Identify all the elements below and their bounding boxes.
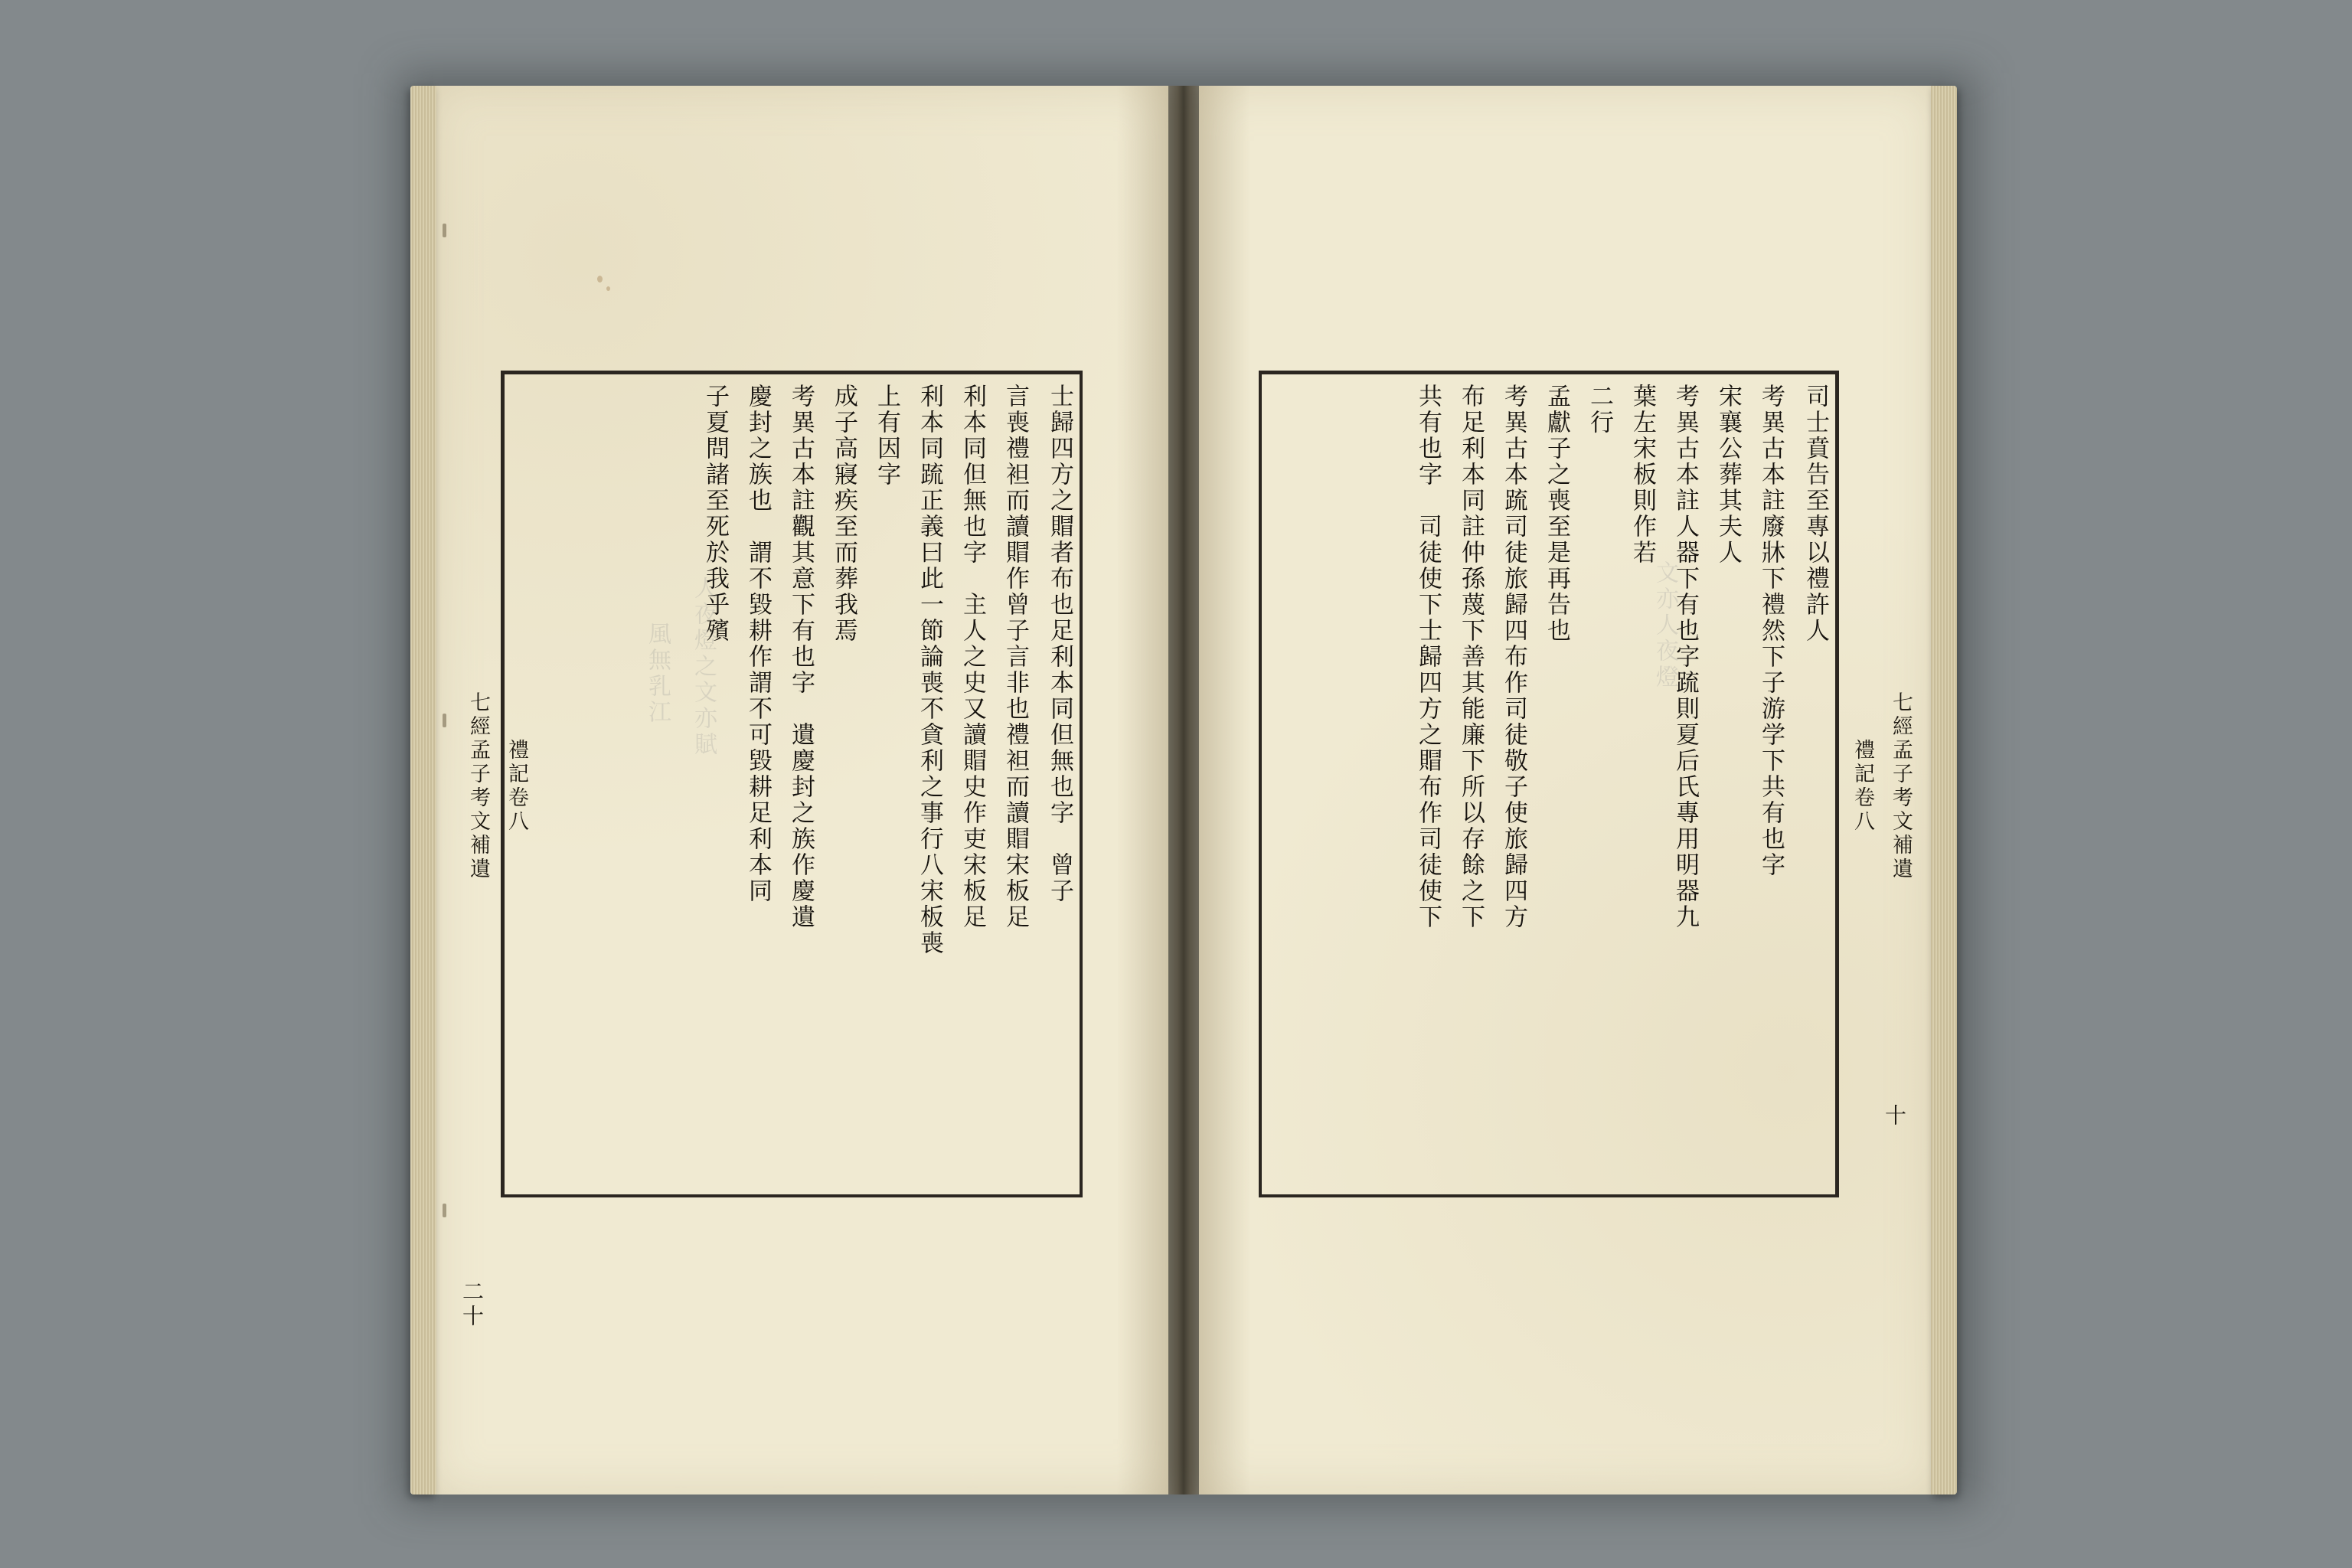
text-column: 利本同但無也字 主人之史又讀賵史作吏宋板足 bbox=[959, 384, 986, 930]
text-column: 布足利本同註仲孫蔑下善其能廉下所以存餘之下 bbox=[1457, 384, 1485, 930]
right-columns bbox=[1262, 374, 1835, 1194]
right-page bbox=[1199, 86, 1934, 1494]
text-column: 考異古本註人器下有也字䟽則夏后氏專用明器九 bbox=[1671, 384, 1699, 930]
text-column: 考異古本䟽司徒旅歸四布作司徒敬子使旅歸四方 bbox=[1500, 384, 1527, 930]
left-banxin-title: 七經孟子考文補遺 bbox=[466, 691, 490, 881]
open-book bbox=[433, 86, 1934, 1494]
right-text-block bbox=[1259, 371, 1839, 1197]
left-page bbox=[433, 86, 1168, 1494]
text-column: 二行 bbox=[1586, 384, 1613, 436]
paper-foxing-speck bbox=[597, 276, 603, 283]
book-gutter bbox=[1168, 86, 1199, 1494]
right-page-edge bbox=[1931, 86, 1957, 1494]
right-banxin-strip bbox=[1874, 371, 1916, 1197]
left-banxin-strip bbox=[452, 371, 493, 1197]
left-page-edge bbox=[410, 86, 436, 1494]
show-through-text: 風無乳江 bbox=[644, 622, 671, 726]
text-column: 司士賁告至專以禮許人 bbox=[1802, 384, 1829, 644]
text-column: 考異古本註廢牀下禮然下子游学下共有也字 bbox=[1757, 384, 1785, 878]
text-column: 言喪禮袒而讀賵作曾子言非也禮袒而讀賵宋板足 bbox=[1001, 384, 1029, 930]
text-column: 士歸四方之賵者布也足利本同但無也字 曾子 bbox=[1046, 384, 1073, 904]
left-columns bbox=[505, 374, 1080, 1194]
left-page-number: 二十 bbox=[459, 1280, 485, 1329]
text-column: 慶封之族也 謂不毀耕作謂不可毀耕足利本同 bbox=[744, 384, 772, 904]
text-column: 葉左宋板則作若 bbox=[1628, 384, 1656, 566]
text-column: 成子高寢疾至而葬我焉 bbox=[830, 384, 858, 644]
binding-stitch-mark bbox=[443, 714, 446, 727]
right-page-number: 十 bbox=[1882, 1104, 1907, 1129]
left-text-block bbox=[501, 371, 1083, 1197]
binding-stitch-mark bbox=[443, 1204, 446, 1217]
left-banxin-section: 禮記卷八 bbox=[505, 739, 528, 834]
show-through-text: 人夜燈之文亦賦 bbox=[690, 576, 717, 758]
text-column: 考異古本註觀其意下有也字 遺慶封之族作慶遺 bbox=[787, 384, 815, 930]
text-column: 上有因字 bbox=[873, 384, 900, 488]
paper-foxing-speck bbox=[606, 286, 610, 291]
right-banxin-title: 七經孟子考文補遺 bbox=[1889, 691, 1913, 881]
binding-stitch-mark bbox=[443, 224, 446, 237]
right-banxin-section: 禮記卷八 bbox=[1851, 739, 1874, 834]
text-column: 利本同䟽正義曰此一節論喪不貪利之事行八宋板喪 bbox=[916, 384, 943, 956]
text-column: 子夏問諸至死於我乎殯 bbox=[701, 384, 729, 644]
text-column: 孟獻子之喪至是再告也 bbox=[1543, 384, 1570, 644]
text-column: 共有也字 司徒使下士歸四方之賵布作司徒使下 bbox=[1414, 384, 1442, 930]
show-through-text: 文亦人夜燈 bbox=[1651, 560, 1678, 691]
text-column: 宋襄公葬其夫人 bbox=[1714, 384, 1742, 566]
